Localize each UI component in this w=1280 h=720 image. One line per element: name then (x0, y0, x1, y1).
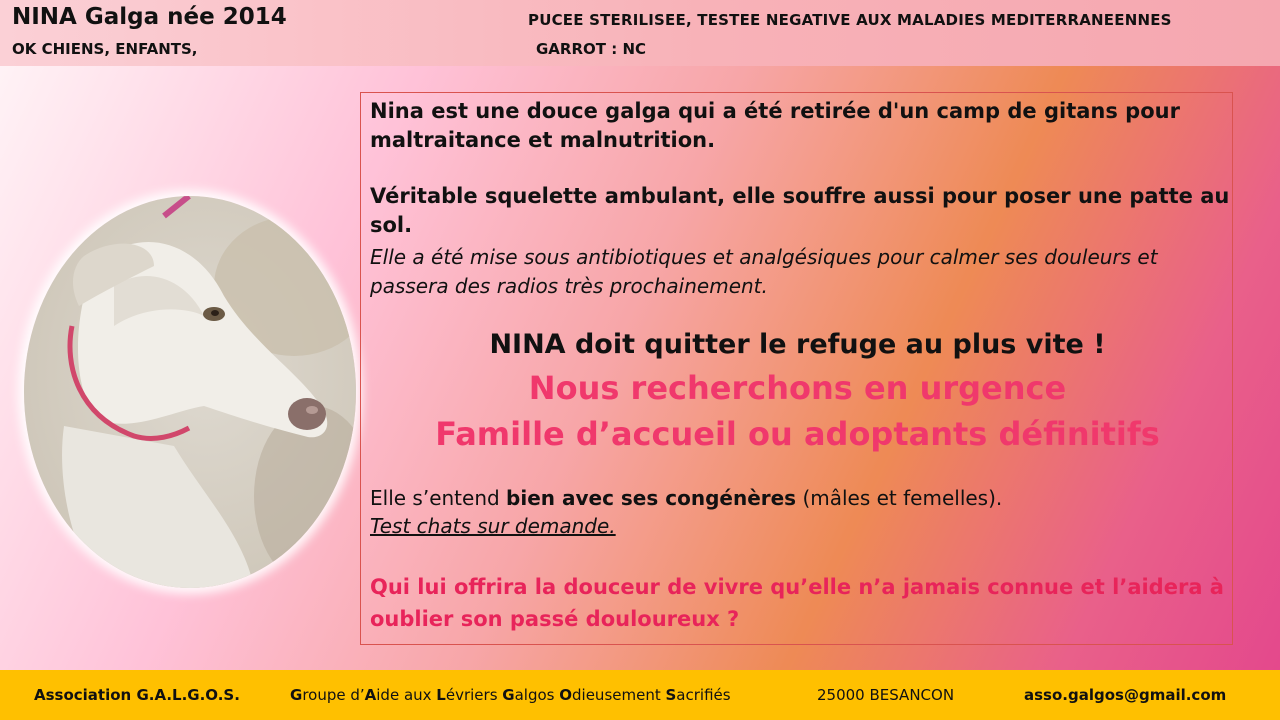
compatibility-note: Elle s’entend bien avec ses congénères (mâles et femelles). (370, 486, 1003, 510)
compatibility-highlight: bien avec ses congénères (506, 486, 797, 510)
story-panel (360, 92, 1233, 645)
health-status: PUCEE STERILISEE, TESTEE NEGATIVE AUX MALADIES MEDITERRANEENNES (528, 11, 1172, 29)
dog-photo (24, 196, 356, 588)
condition-description: Véritable squelette ambulant, elle souffre aussi pour poser une patte au sol. (370, 184, 1230, 237)
rescue-story: Nina est une douce galga qui a été retirée d'un camp de gitans pour maltraitance et malnutrition. (370, 99, 1180, 152)
treatment-note: Elle a été mise sous antibiotiques et analgésiques pour calmer ses douleurs et passera des radios très prochainement. (370, 245, 1158, 298)
cat-test-note: Test chats sur demande. (370, 514, 616, 538)
city-address: 25000 BESANCON (817, 686, 955, 704)
urgency-headline: NINA doit quitter le refuge au plus vite ! (489, 329, 1106, 360)
foster-adopt-line: Famille d’accueil ou adoptants définitifs (435, 415, 1160, 453)
header-band (0, 0, 1280, 66)
footer-band (0, 670, 1280, 720)
urgent-search-line: Nous recherchons en urgence (528, 369, 1067, 407)
closing-appeal: Qui lui offrira la douceur de vivre qu’elle n’a jamais connue et l’aidera à oublier son passé douloureux ? (370, 575, 1224, 631)
withers-height: GARROT : NC (536, 40, 647, 58)
contact-email[interactable]: asso.galgos@gmail.com (1024, 686, 1227, 704)
compatibility-summary: OK CHIENS, ENFANTS, (12, 40, 198, 58)
dog-name-title: NINA Galga née 2014 (12, 4, 287, 30)
acronym-expansion: Groupe d’Aide aux Lévriers Galgos Odieusement Sacrifiés (290, 686, 731, 704)
association-name: Association G.A.L.G.O.S. (34, 686, 240, 704)
